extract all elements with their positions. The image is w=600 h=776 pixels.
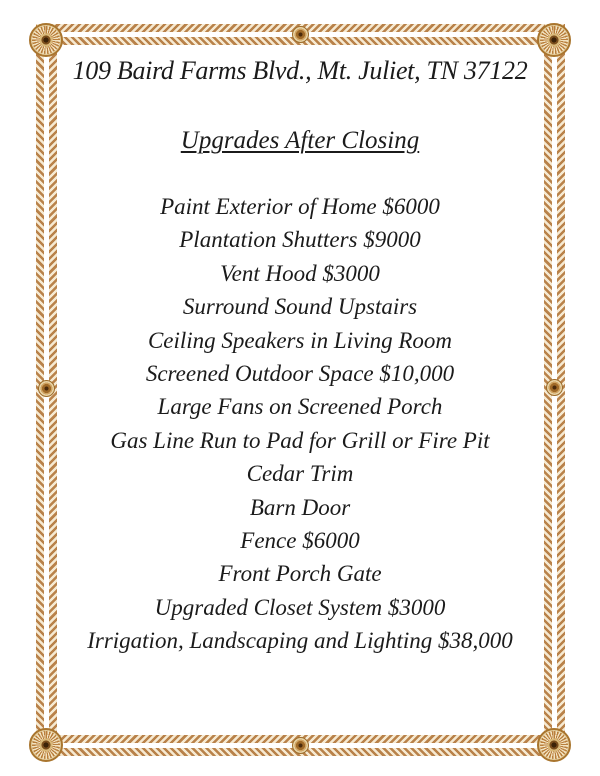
upgrade-item: Cedar Trim: [246, 461, 354, 487]
upgrade-item: Fence $6000: [240, 528, 360, 554]
rosette-ornament-icon: [29, 23, 63, 57]
upgrade-item: Ceiling Speakers in Living Room: [147, 327, 453, 353]
rosette-ornament-icon: [537, 728, 571, 762]
section-heading: Upgrades After Closing: [180, 127, 420, 154]
upgrade-item: Large Fans on Screened Porch: [157, 394, 443, 420]
upgrade-item: Upgraded Closet System $3000: [154, 594, 446, 620]
upgrade-item: Barn Door: [249, 494, 351, 520]
stud-ornament-icon: [292, 737, 309, 754]
upgrade-item: Vent Hood $3000: [220, 260, 380, 286]
page-title: 109 Baird Farms Blvd., Mt. Juliet, TN 37122: [72, 56, 528, 85]
stud-ornament-icon: [292, 26, 309, 43]
upgrade-item: Irrigation, Landscaping and Lighting $38,000: [87, 628, 513, 654]
upgrade-list: [40, 190, 560, 658]
rosette-ornament-icon: [537, 23, 571, 57]
upgrade-item: Paint Exterior of Home $6000: [160, 194, 440, 219]
upgrade-item: Surround Sound Upstairs: [182, 294, 418, 320]
upgrade-item: Gas Line Run to Pad for Grill or Fire Pit: [110, 427, 490, 453]
rosette-ornament-icon: [29, 728, 63, 762]
upgrade-item: Plantation Shutters $9000: [179, 227, 421, 253]
upgrade-item: Screened Outdoor Space $10,000: [145, 361, 455, 387]
upgrade-item: Front Porch Gate: [218, 561, 382, 587]
